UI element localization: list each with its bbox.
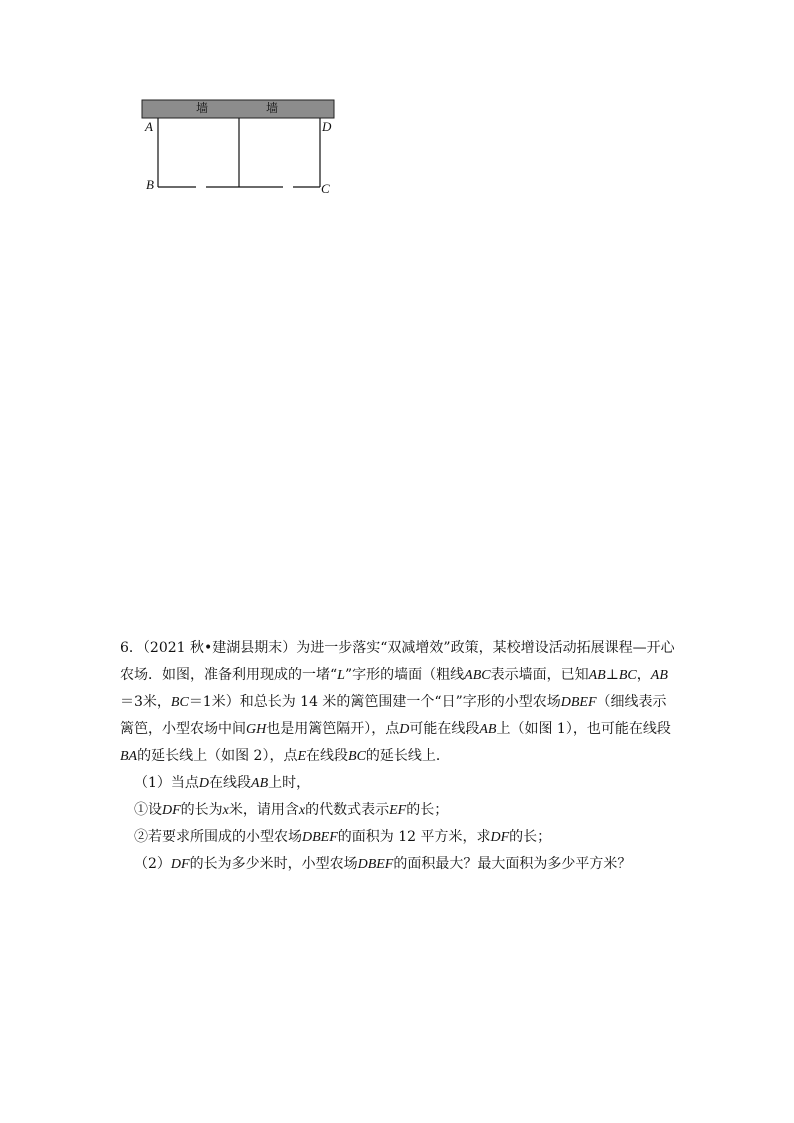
problem-source: （2021 秋•建湖县期末）	[142, 640, 297, 656]
question-1-part-2: ②若要求所围成的小型农场DBEF的面积为 12 平方米，求DF的长；	[134, 829, 552, 845]
problem-6	[120, 635, 680, 878]
point-b-label: B	[146, 177, 154, 192]
point-d-label: D	[322, 119, 332, 134]
question-2: （2）DF的长为多少米时，小型农场DBEF的面积最大？最大面积为多少平方米？	[134, 856, 632, 872]
problem-number: 6．	[120, 640, 143, 656]
question-1: （1）当点D在线段AB上时，	[134, 775, 311, 791]
point-a-label: A	[145, 119, 153, 134]
wall-label-1: 墙	[196, 101, 209, 115]
wall-diagram	[140, 96, 340, 198]
question-1-part-1: ①设DF的长为x米，请用含x的代数式表示EF的长；	[134, 802, 449, 818]
wall-bar	[142, 100, 334, 118]
point-c-label: C	[321, 181, 330, 196]
wall-label-2: 墙	[266, 101, 279, 115]
problem-statement: 6．（2021 秋•建湖县期末）为进一步落实“双减增效”政策，某校增设活动拓展课程—开心农场．如图，准备利用现成的一堵“L”字形的墙面（粗线ABC表示墙面，已知AB⊥BC，AB＝3米，BC＝1米）和总长为 14 米的篱笆围建一个“日”字形的小型农场DBEF（细线表示篱笆，小型农场中间GH也是用篱笆隔开），点D可能在线段AB上（如图 1），也可能在线段BA的延长线上（如图 2），点E在线段BC的延长线上．	[120, 640, 675, 764]
wall-diagram-svg	[140, 96, 340, 198]
